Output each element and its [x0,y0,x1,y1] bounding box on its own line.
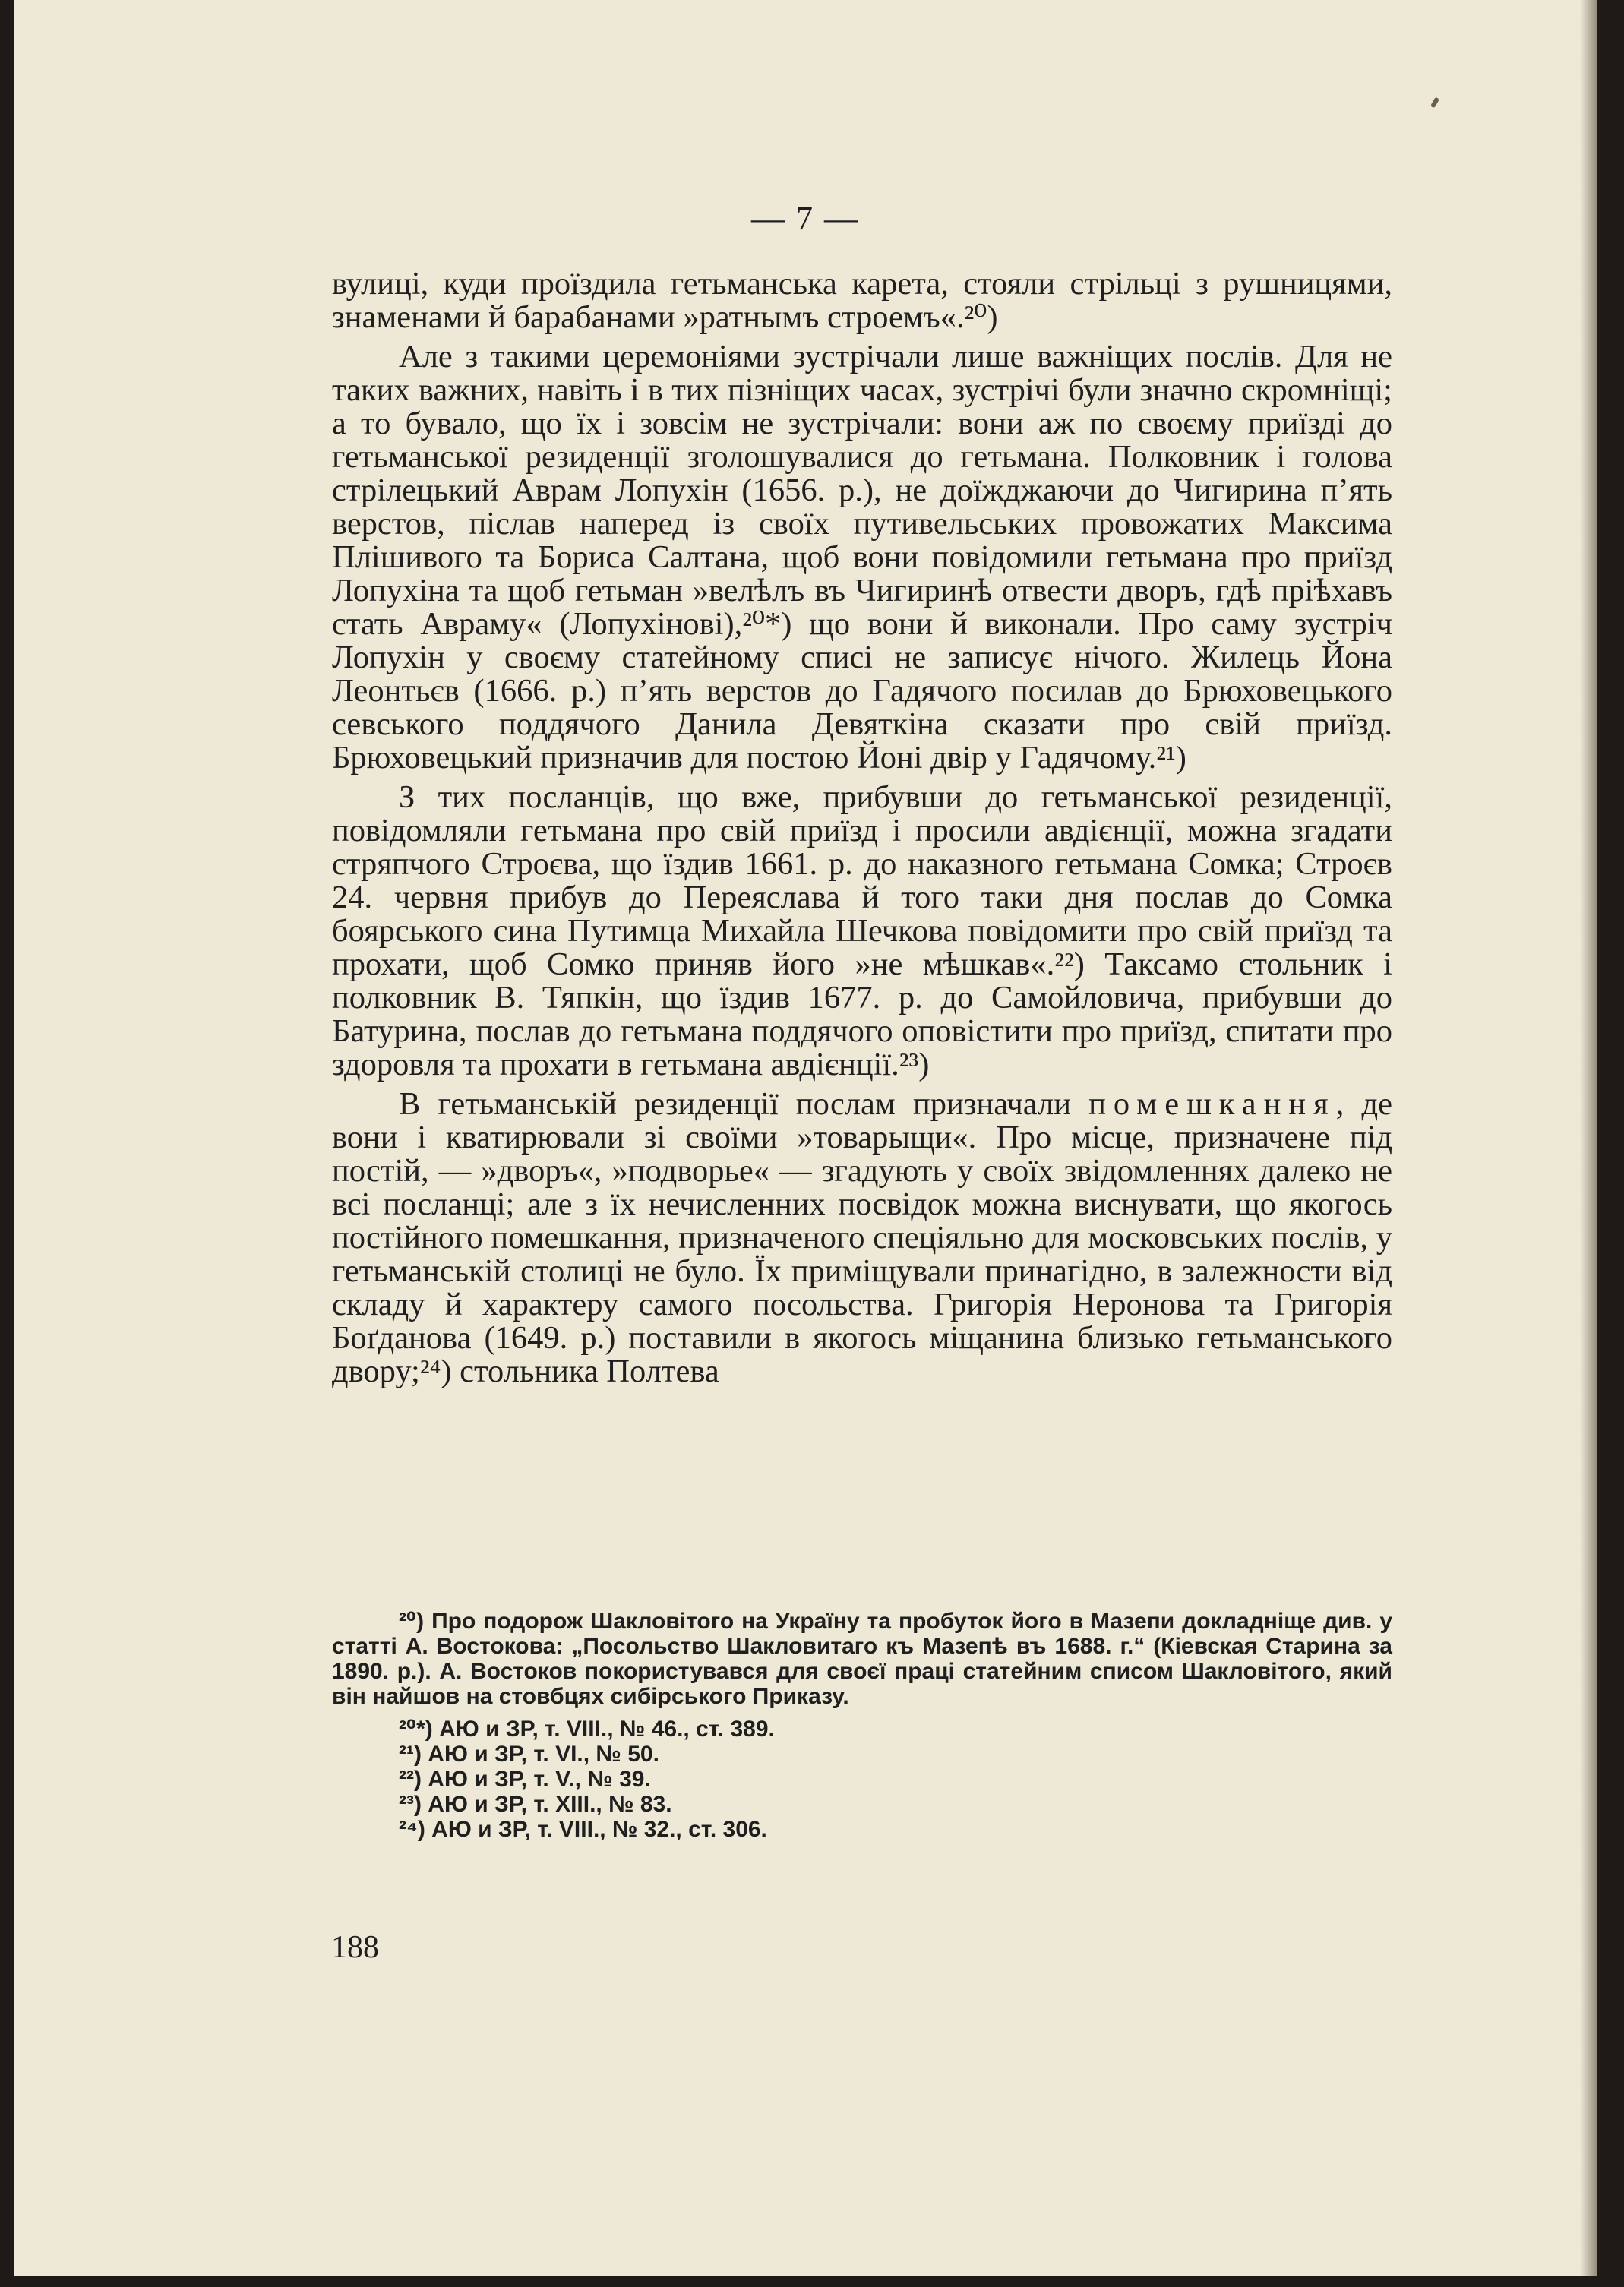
paragraph-2: Але з такими церемоніями зустрічали лише важніщих послів. Для не таких важних, навіть і в тих пізніщих часах, зустрічі були значно скромніщі; а то бувало, що їх і зовсім не зустрічали: вони аж по своєму приїзді до гетьманської резиденції зголошувалися до гетьмана. Полковник і голова стрілецький Аврам Лопухін (1656. р.), не доїжджаючи до Чигирина п’ять верстов, післав наперед із своїх путивельських провожатих Максима Плішивого та Бориса Салтана, щоб вони повідомили гетьмана про приїзд Лопухіна та щоб гетьман »велѣлъ въ Чигиринѣ отвести дворъ, гдѣ пріѣхавъ стать Авраму« (Лопухінові),²⁰*) що вони й виконали. Про саму зустріч Лопухін у своєму статейному списі не записує нічого. Жилець Йона Леонтьєв (1666. р.) п’ять верстов до Гадячого посилав до Брюховецького севського поддячого Данила Девяткіна сказати про свій приїзд. Брюховецький призначив для постою Йоні двір у Гадячому.²¹) [332,339,1392,775]
page-header: — 7 — [751,200,859,237]
paragraph-4-spaced-word: помешкання [1088,1086,1336,1122]
footnote-23: ²³) АЮ и ЗР, т. XIII., № 83. [399,1792,672,1817]
footnote-21: ²¹) АЮ и ЗР, т. VI., № 50. [399,1742,659,1767]
paragraph-1: вулиці, куди проїздила гетьманська карета, стояли стрільці з рушницями, знаменами й барабанами »ратнымъ строемъ«.²⁰) [332,266,1392,335]
page-number: 188 [331,1930,379,1965]
footnote-22: ²²) АЮ и ЗР, т. V., № 39. [399,1767,651,1792]
footnote-20-star: ²⁰*) АЮ и ЗР, т. VIII., № 46., ст. 389. [399,1717,775,1742]
paper-speck [1430,96,1439,108]
paragraph-4-rest: , де вони і кватирювали зі своїми »товарыщи«. Про місце, призначене під постій, — »дворъ«, »подворье« — згадують у своїх звідомленнях далеко не всі посланці; але з їх нечисленних посвідок можна виснувати, що якогось постійного помешкання, призначеного спеціяльно для московських послів, у гетьманській столиці не було. Їх приміщували принагідно, в залежности від складу й характеру самого посольства. Григорія Неронова та Григорія Боґданова (1649. р.) поставили в якогось міщанина близько гетьманського двору;²⁴) стольника Полтева [332,1086,1392,1389]
paragraph-3: З тих посланців, що вже, прибувши до гетьманської резиденції, повідомляли гетьмана про свій приїзд і просили авдієнції, можна згадати стряпчого Строєва, що їздив 1661. р. до наказного гетьмана Сомка; Строєв 24. червня прибув до Переяслава й того таки дня послав до Сомка боярського сина Путимца Михайла Шечкова повідомити про свій приїзд та прохати, щоб Сомко приняв його »не мѣшкав«.²²) Таксамо стольник і полковник В. Тяпкін, що їздив 1677. р. до Самойловича, прибувши до Батурина, послав до гетьмана поддячого оповістити про приїзд, спитати про здоровля та прохати в гетьмана авдієнції.²³) [332,779,1392,1082]
paragraph-4 [332,1088,1392,1388]
footnotes [332,1609,1392,1842]
footnote-24: ²⁴) АЮ и ЗР, т. VIII., № 32., ст. 306. [399,1817,767,1842]
scanned-page [14,0,1597,2276]
main-text [332,267,1392,1395]
footnote-20: ²⁰) Про подорож Шакловітого на Україну та пробуток його в Мазепи докладніще див. у статті А. Востокова: „Посольство Шакловитаго къ Мазепѣ въ 1688. г.“ (Кіевская Старина за 1890. р.). А. Востоков покористувався для своєї праці статейним списом Шакловітого, який він найшов на стовбцях сибірського Приказу. [332,1609,1392,1709]
paragraph-4-start: В гетьманській резиденції послам призначали [399,1086,1089,1122]
